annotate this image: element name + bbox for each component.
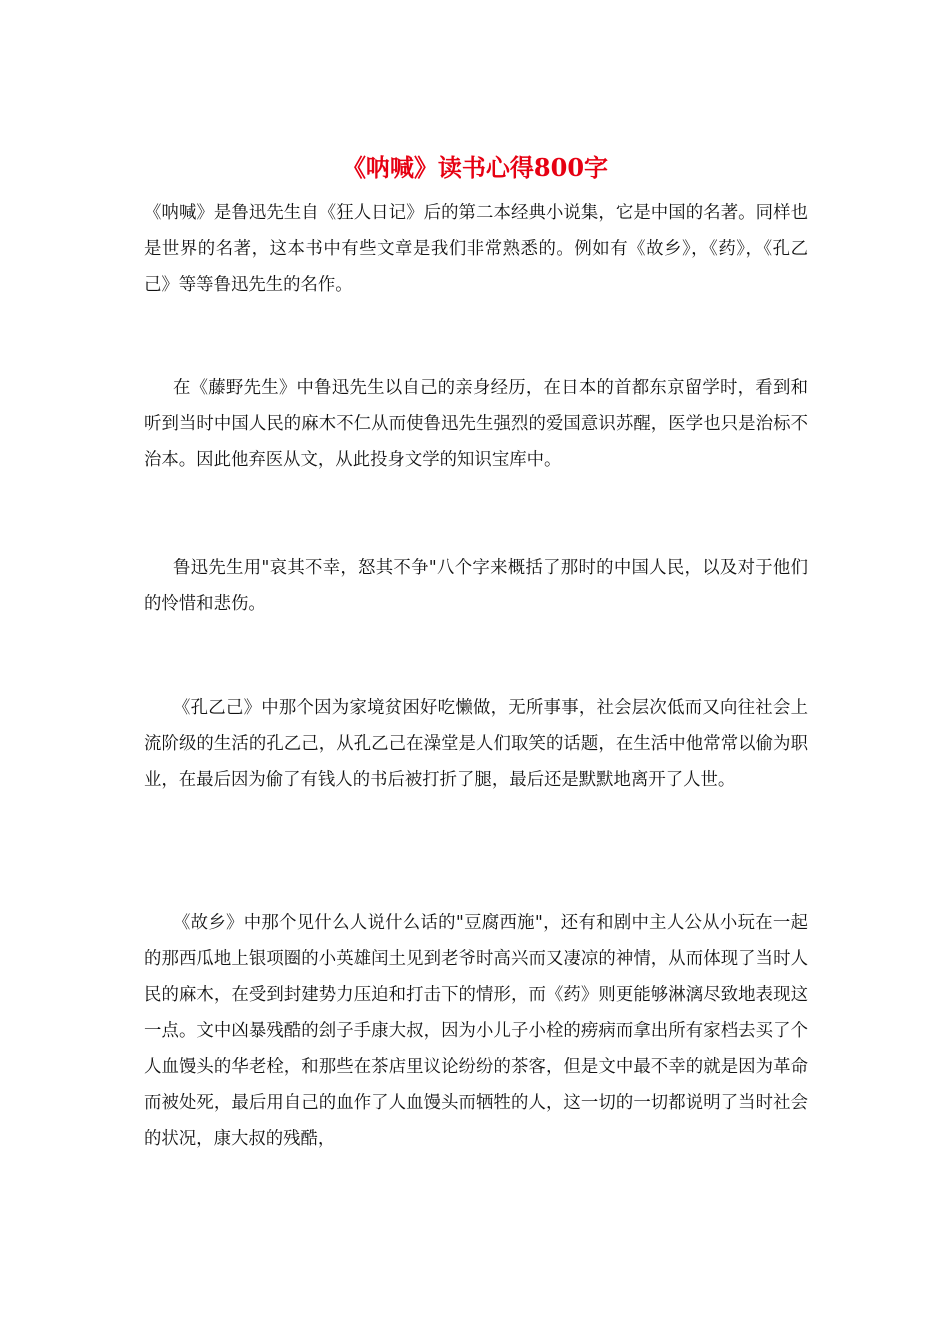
document-title: 《呐喊》读书心得800字 — [341, 153, 609, 182]
paragraph-hometown: 《故乡》中那个见什么人说什么话的"豆腐西施"，还有和剧中主人公从小玩在一起的那西瓜地上银项圈的小英雄闰土见到老爷时高兴而又凄凉的神情，从而体现了当时人民的麻木，在受到封建势力压迫和打击下的情形，而《药》则更能够淋漓尽致地表现这一点。文中凶暴残酷的刽子手康大叔，因为小儿子小栓的痨病而拿出所有家档去买了个人血馒头的华老栓，和那些在茶店里议论纷纷的茶客，但是文中最不幸的就是因为革命而被处死，最后用自己的血作了人血馒头而牺牲的人，这一切的一切都说明了当时社会的状况，康大叔的残酷， — [144, 913, 808, 1149]
paragraph-intro: 《呐喊》是鲁迅先生自《狂人日记》后的第二本经典小说集，它是中国的名著。同样也是世界的名著，这本书中有些文章是我们非常熟悉的。例如有《故乡》，《药》，《孔乙己》等等鲁迅先生的名作。 — [144, 203, 808, 295]
paragraph-lament: 鲁迅先生用"哀其不幸，怒其不争"八个字来概括了那时的中国人民，以及对于他们的怜惜和悲伤。 — [144, 558, 808, 614]
paragraph-kong-yiji: 《孔乙己》中那个因为家境贫困好吃懒做，无所事事，社会层次低而又向往社会上流阶级的生活的孔乙己，从孔乙己在澡堂是人们取笑的话题，在生活中他常常以偷为职业，在最后因为偷了有钱人的书后被打折了腿，最后还是默默地离开了人世。 — [144, 698, 808, 790]
paragraph-fujino: 在《藤野先生》中鲁迅先生以自己的亲身经历，在日本的首都东京留学时，看到和听到当时中国人民的麻木不仁从而使鲁迅先生强烈的爱国意识苏醒，医学也只是治标不治本。因此他弃医从文，从此投身文学的知识宝库中。 — [144, 378, 808, 470]
